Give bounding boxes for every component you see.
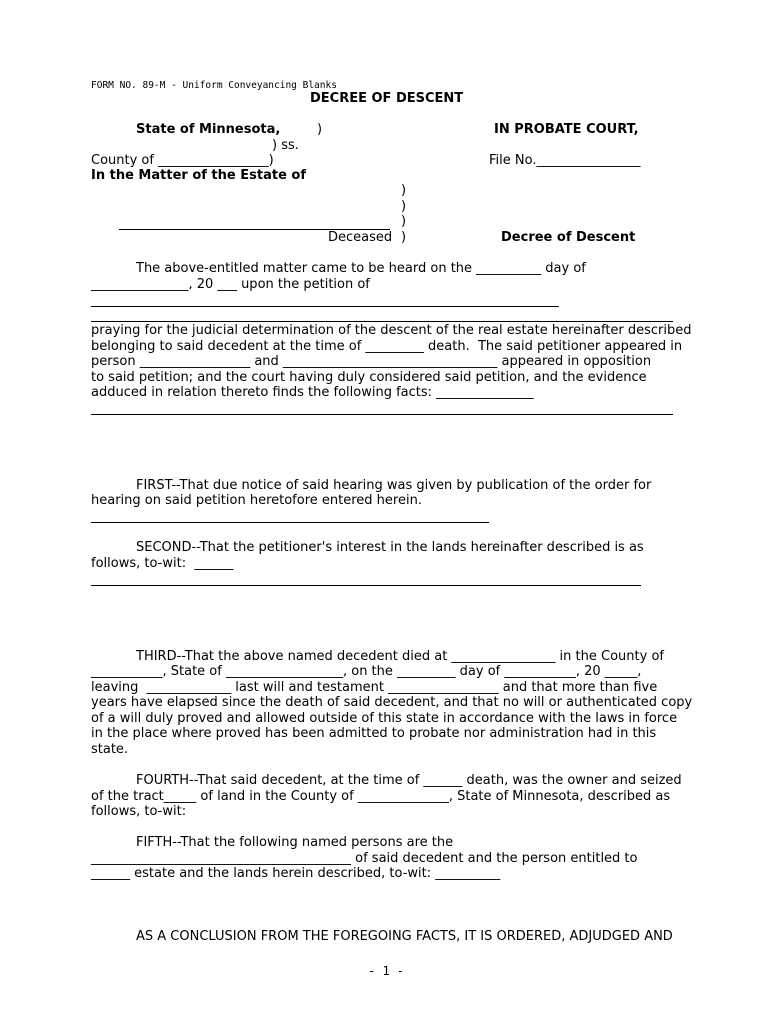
third-finding: leaving _____________ last will and testament _________________ and that more than five xyxy=(91,680,658,695)
caption-paren: ) xyxy=(401,183,407,198)
second-blank-line xyxy=(91,585,641,586)
third-finding: ___________, State of __________________, on the _________ day of ___________, 20 _____, xyxy=(91,664,642,679)
intro-line: adduced in relation thereto finds the following facts: _______________ xyxy=(91,385,534,400)
conclusion-text: AS A CONCLUSION FROM THE FOREGOING FACTS, IT IS ORDERED, ADJUDGED AND xyxy=(136,929,673,944)
fifth-finding: ________________________________________ of said decedent and the person entitled to xyxy=(91,851,638,866)
fourth-finding: of the tract_____ of land in the County of ______________, State of Minnesota, described as xyxy=(91,789,671,804)
intro-line: praying for the judicial determination of the descent of the real estate hereinafter described xyxy=(91,323,692,338)
decree-label: Decree of Descent xyxy=(501,230,636,245)
petitioner-line xyxy=(91,321,673,322)
state-label: State of Minnesota, xyxy=(136,122,281,137)
third-finding: in the place where proved has been admitted to probate nor administration had in this xyxy=(91,726,657,741)
intro-line: to said petition; and the court having duly considered said petition, and the evidence xyxy=(91,370,647,385)
intro-line: person _________________ and _________________________________ appeared in opposition xyxy=(91,354,652,369)
second-finding: follows, to-wit: ______ xyxy=(91,556,234,571)
caption-paren: ) xyxy=(317,122,323,137)
third-finding: THIRD--That the above named decedent died at ________________ in the County of xyxy=(136,649,664,664)
page-number: - 1 - xyxy=(368,964,405,978)
caption-paren: ) xyxy=(401,214,407,229)
facts-line xyxy=(91,414,673,415)
estate-matter-label: In the Matter of the Estate of xyxy=(91,168,306,183)
first-blank-line xyxy=(91,522,489,523)
intro-line: The above-entitled matter came to be heard on the __________ day of xyxy=(136,261,586,276)
caption-paren: ) xyxy=(401,199,407,214)
intro-line: _______________, 20 ___ upon the petition of xyxy=(91,277,370,292)
court-label: IN PROBATE COURT, xyxy=(494,122,639,137)
first-finding: FIRST--That due notice of said hearing was given by publication of the order for xyxy=(136,478,652,493)
file-number-field: File No.________________ xyxy=(489,153,641,168)
second-finding: SECOND--That the petitioner's interest in the lands hereinafter described is as xyxy=(136,540,644,555)
caption-paren: ) xyxy=(401,230,407,245)
fifth-finding: FIFTH--That the following named persons are the xyxy=(136,835,454,850)
first-finding: hearing on said petition heretofore entered herein. xyxy=(91,493,422,508)
third-finding: of a will duly proved and allowed outside of this state in accordance with the laws in force xyxy=(91,711,678,726)
deceased-label: Deceased xyxy=(328,230,393,245)
third-finding: state. xyxy=(91,742,129,757)
fifth-finding: ______ estate and the lands herein described, to-wit: __________ xyxy=(91,866,501,881)
county-field: County of _________________) xyxy=(91,153,274,168)
fourth-finding: FOURTH--That said decedent, at the time of ______ death, was the owner and seized xyxy=(136,773,682,788)
fourth-finding: follows, to-wit: xyxy=(91,804,187,819)
intro-line: belonging to said decedent at the time of _________ death. The said petitioner appeared in xyxy=(91,339,683,354)
petitioner-line xyxy=(91,306,559,307)
third-finding: years have elapsed since the death of said decedent, and that no will or authenticated copy xyxy=(91,695,693,710)
ss-label: ) ss. xyxy=(272,138,299,153)
document-title: DECREE OF DESCENT xyxy=(310,91,464,106)
form-number: FORM NO. 89-M - Uniform Conveyancing Blanks xyxy=(91,80,337,91)
